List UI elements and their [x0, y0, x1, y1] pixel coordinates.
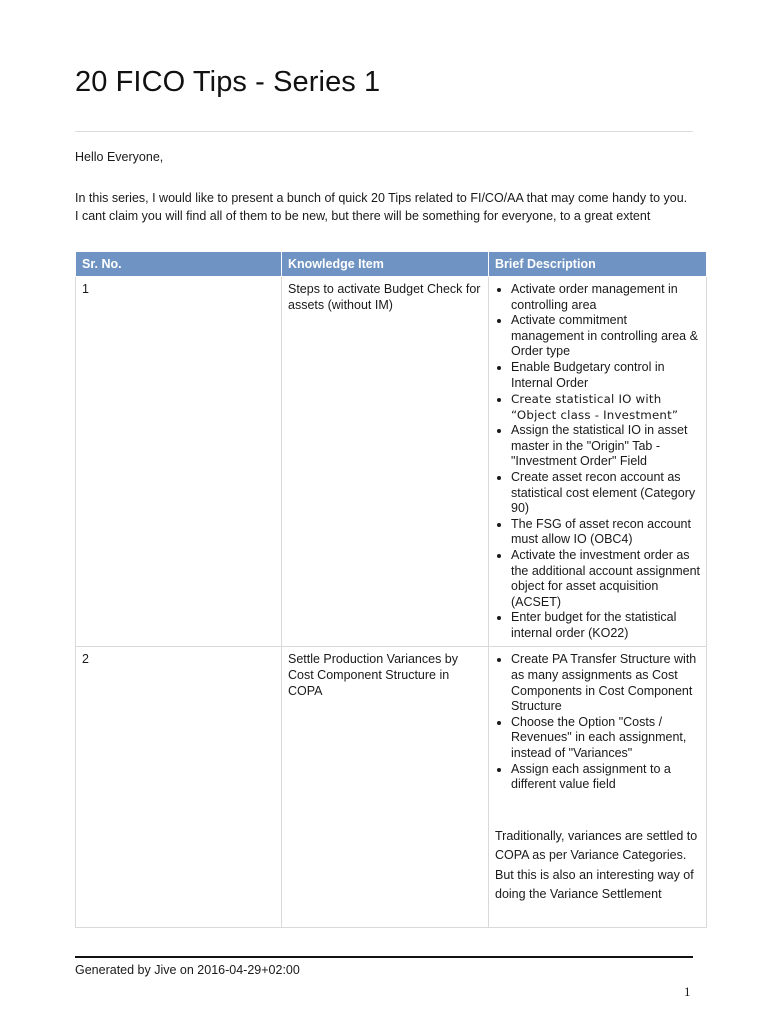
list-item: • Activate commitment management in controlling area & Order type — [511, 313, 700, 360]
knowledge-item-cell: Steps to activate Budget Check for assets (without IM) — [282, 277, 489, 647]
sr-no-cell: 1 — [76, 277, 282, 647]
knowledge-item-cell: Settle Production Variances by Cost Component Structure in COPA — [282, 647, 489, 928]
description-note: Traditionally, variances are settled to COPA as per Variance Categories. But this is also an interesting way of doing the Variance Settlement — [495, 828, 698, 902]
intro-paragraph — [75, 189, 715, 225]
table-row — [76, 647, 707, 928]
list-item: • Assign the statistical IO in asset master in the "Origin" Tab - "Investment Order" Field — [511, 423, 700, 470]
table-row — [76, 277, 707, 647]
list-item: • The FSG of asset recon account must allow IO (OBC4) — [511, 517, 700, 548]
page-title: 20 FICO Tips - Series 1 — [75, 66, 381, 98]
intro-line: I cant claim you will find all of them to be new, but there will be something for everyone, to a great extent — [75, 209, 651, 223]
page-number: 1 — [684, 984, 691, 999]
intro-line: In this series, I would like to present a bunch of quick 20 Tips related to FI/CO/AA that may come handy to you. — [75, 191, 688, 205]
footer-generated-text: Generated by Jive on 2016-04-29+02:00 — [75, 963, 300, 977]
list-item: • Assign each assignment to a different value field — [511, 762, 700, 793]
list-item: • Activate the investment order as the additional account assignment object for asset acquisition (ACSET) — [511, 548, 700, 610]
description-list — [495, 652, 700, 792]
title-divider — [75, 131, 693, 132]
list-item: • Choose the Option "Costs / Revenues" in each assignment, instead of "Variances" — [511, 715, 700, 762]
list-item: • Enable Budgetary control in Internal Order — [511, 360, 700, 391]
description-list — [495, 282, 700, 641]
greeting-text: Hello Everyone, — [75, 150, 164, 164]
list-item: • Create PA Transfer Structure with as many assignments as Cost Components in Cost Component Structure — [511, 652, 700, 714]
sr-no-cell: 2 — [76, 647, 282, 928]
brief-description-cell — [489, 647, 707, 928]
tips-table — [75, 251, 707, 928]
table-header-row — [76, 252, 707, 277]
list-item: • Create statistical IO with “Object class - Investment” — [511, 391, 700, 423]
list-item: • Create asset recon account as statistical cost element (Category 90) — [511, 470, 700, 517]
footer-divider — [75, 956, 693, 958]
brief-description-cell — [489, 277, 707, 647]
header-sr-no: Sr. No. — [76, 252, 282, 277]
header-knowledge-item: Knowledge Item — [282, 252, 489, 277]
list-item: • Activate order management in controlling area — [511, 282, 700, 313]
list-item: • Enter budget for the statistical internal order (KO22) — [511, 610, 700, 641]
header-brief-description: Brief Description — [489, 252, 707, 277]
